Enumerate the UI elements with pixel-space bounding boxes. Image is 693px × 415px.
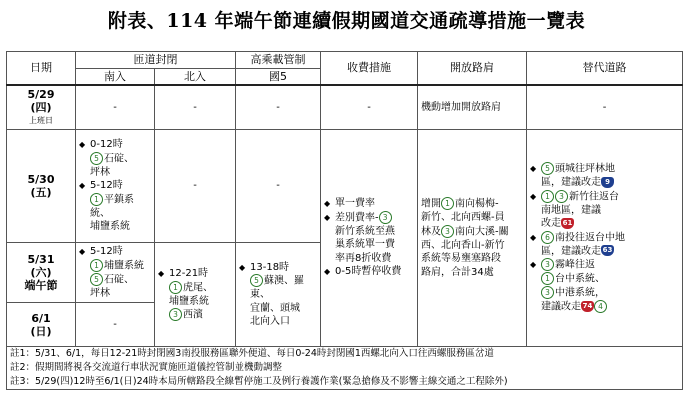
- provincial-road-61-icon: 61: [562, 218, 573, 227]
- cell-dash: -: [76, 303, 155, 347]
- col-hov-sub: 國5: [236, 68, 321, 85]
- route-6-icon: 6: [541, 231, 554, 244]
- provincial-road-9-icon: 9: [601, 177, 614, 188]
- cell-dash: -: [155, 130, 236, 243]
- note-1: 註1：5/31、6/1，每日12-21時封閉國3南投服務區聯外便道、每日0-24時封閉國1西螺北向入口往西螺服務區岔道: [7, 347, 683, 362]
- north-0531: ◆ 12-21時 1 虎尾、 埔鹽系統 3 西濱: [155, 243, 236, 347]
- south-0530: ◆ 0-12時 5 石碇、 坪林 ◆ 5-12時 1 平鎮系統、 埔鹽系統: [76, 130, 155, 243]
- route-1-icon: 1: [541, 272, 554, 285]
- cell-dash: -: [236, 85, 321, 130]
- date-0530: 5/30 (五): [7, 130, 76, 243]
- note-row: [7, 361, 683, 375]
- cell-dash: -: [321, 85, 418, 130]
- col-south-in: 南入: [76, 68, 155, 85]
- row-0529: [7, 85, 683, 130]
- route-5-icon: 5: [90, 152, 103, 165]
- hov-0531: ◆ 13-18時 5 蘇澳、羅東、 宜蘭、頭城 北向入口: [236, 243, 321, 347]
- note-row: [7, 375, 683, 390]
- col-shoulder: 開放路肩: [418, 52, 527, 86]
- col-alt-route: 替代道路: [527, 52, 683, 86]
- route-5-icon: 5: [250, 274, 263, 287]
- route-1-icon: 1: [90, 259, 103, 272]
- route-1-icon: 1: [541, 190, 554, 203]
- cell-dash: -: [155, 85, 236, 130]
- col-hov: 高乘載管制: [236, 52, 321, 69]
- page-title: 附表、114 年端午節連續假期國道交通疏導措施一覽表: [107, 10, 586, 32]
- col-date: 日期: [7, 52, 76, 86]
- note-3: 註3：5/29(四)12時至6/1(日)24時本局所轄路段全線暫停施工及例行養護作業(緊急搶修及不影響主線交通之工程除外): [7, 375, 683, 390]
- toll-cell: ◆ 單一費率 ◆ 差別費率- 3 新竹系統至燕 巢系統單一費 率再8折收費 ◆ 0-5時暫停收費: [321, 130, 418, 347]
- route-3-icon: 3: [541, 258, 554, 271]
- cell-dash: -: [236, 130, 321, 243]
- south-0531: ◆ 5-12時 1 埔鹽系統 5 石碇、 坪林: [76, 243, 155, 303]
- route-3-icon: 3: [169, 308, 182, 321]
- route-3-icon: 3: [555, 190, 568, 203]
- col-north-in: 北入: [155, 68, 236, 85]
- header-row-1: [7, 52, 683, 69]
- route-1-icon: 1: [90, 193, 103, 206]
- provincial-road-74-icon: 74: [582, 302, 593, 310]
- date-0529: 5/29 (四) 上班日: [7, 85, 76, 130]
- traffic-measures-table: [6, 51, 683, 390]
- route-4-icon: 4: [594, 300, 607, 313]
- route-1-icon: 1: [441, 197, 454, 210]
- col-ramp-closure: 匝道封閉: [76, 52, 236, 69]
- cell-dash: -: [76, 85, 155, 130]
- provincial-road-63-icon: 63: [602, 246, 613, 254]
- shoulder-cell: 增開 1 南向楊梅- 新竹、北向西螺-員 林及 3 南向大溪-關 西、北向香山-新竹 系統等易壅塞路段 路肩，合計34處: [418, 130, 527, 347]
- route-5-icon: 5: [90, 273, 103, 286]
- note-row: [7, 347, 683, 362]
- route-3-icon: 3: [441, 225, 454, 238]
- alt-route-cell: ◆ 5 頭城往坪林地 區，建議改走 9 ◆ 1 3 新竹往返台 南地區，建議 改走 61 ◆ 6 南投往返台中地 區，建議改走 63 ◆ 3 霧峰往返 1 台中系統、 3 中港系統， 建議改走 74 4: [527, 130, 683, 347]
- note-2: 註2：假期間將視各交流道行車狀況實施匝道儀控管制並機動調整: [7, 361, 683, 375]
- cell-dash: -: [527, 85, 683, 130]
- date-0531: 5/31 (六) 端午節: [7, 243, 76, 303]
- route-5-icon: 5: [541, 162, 554, 175]
- col-toll: 收費措施: [321, 52, 418, 86]
- date-0601: 6/1 (日): [7, 303, 76, 347]
- route-1-icon: 1: [169, 281, 182, 294]
- shoulder-0529: 機動增加開放路肩: [418, 85, 527, 130]
- route-3-icon: 3: [379, 211, 392, 224]
- route-3-icon: 3: [541, 286, 554, 299]
- row-0530: [7, 130, 683, 243]
